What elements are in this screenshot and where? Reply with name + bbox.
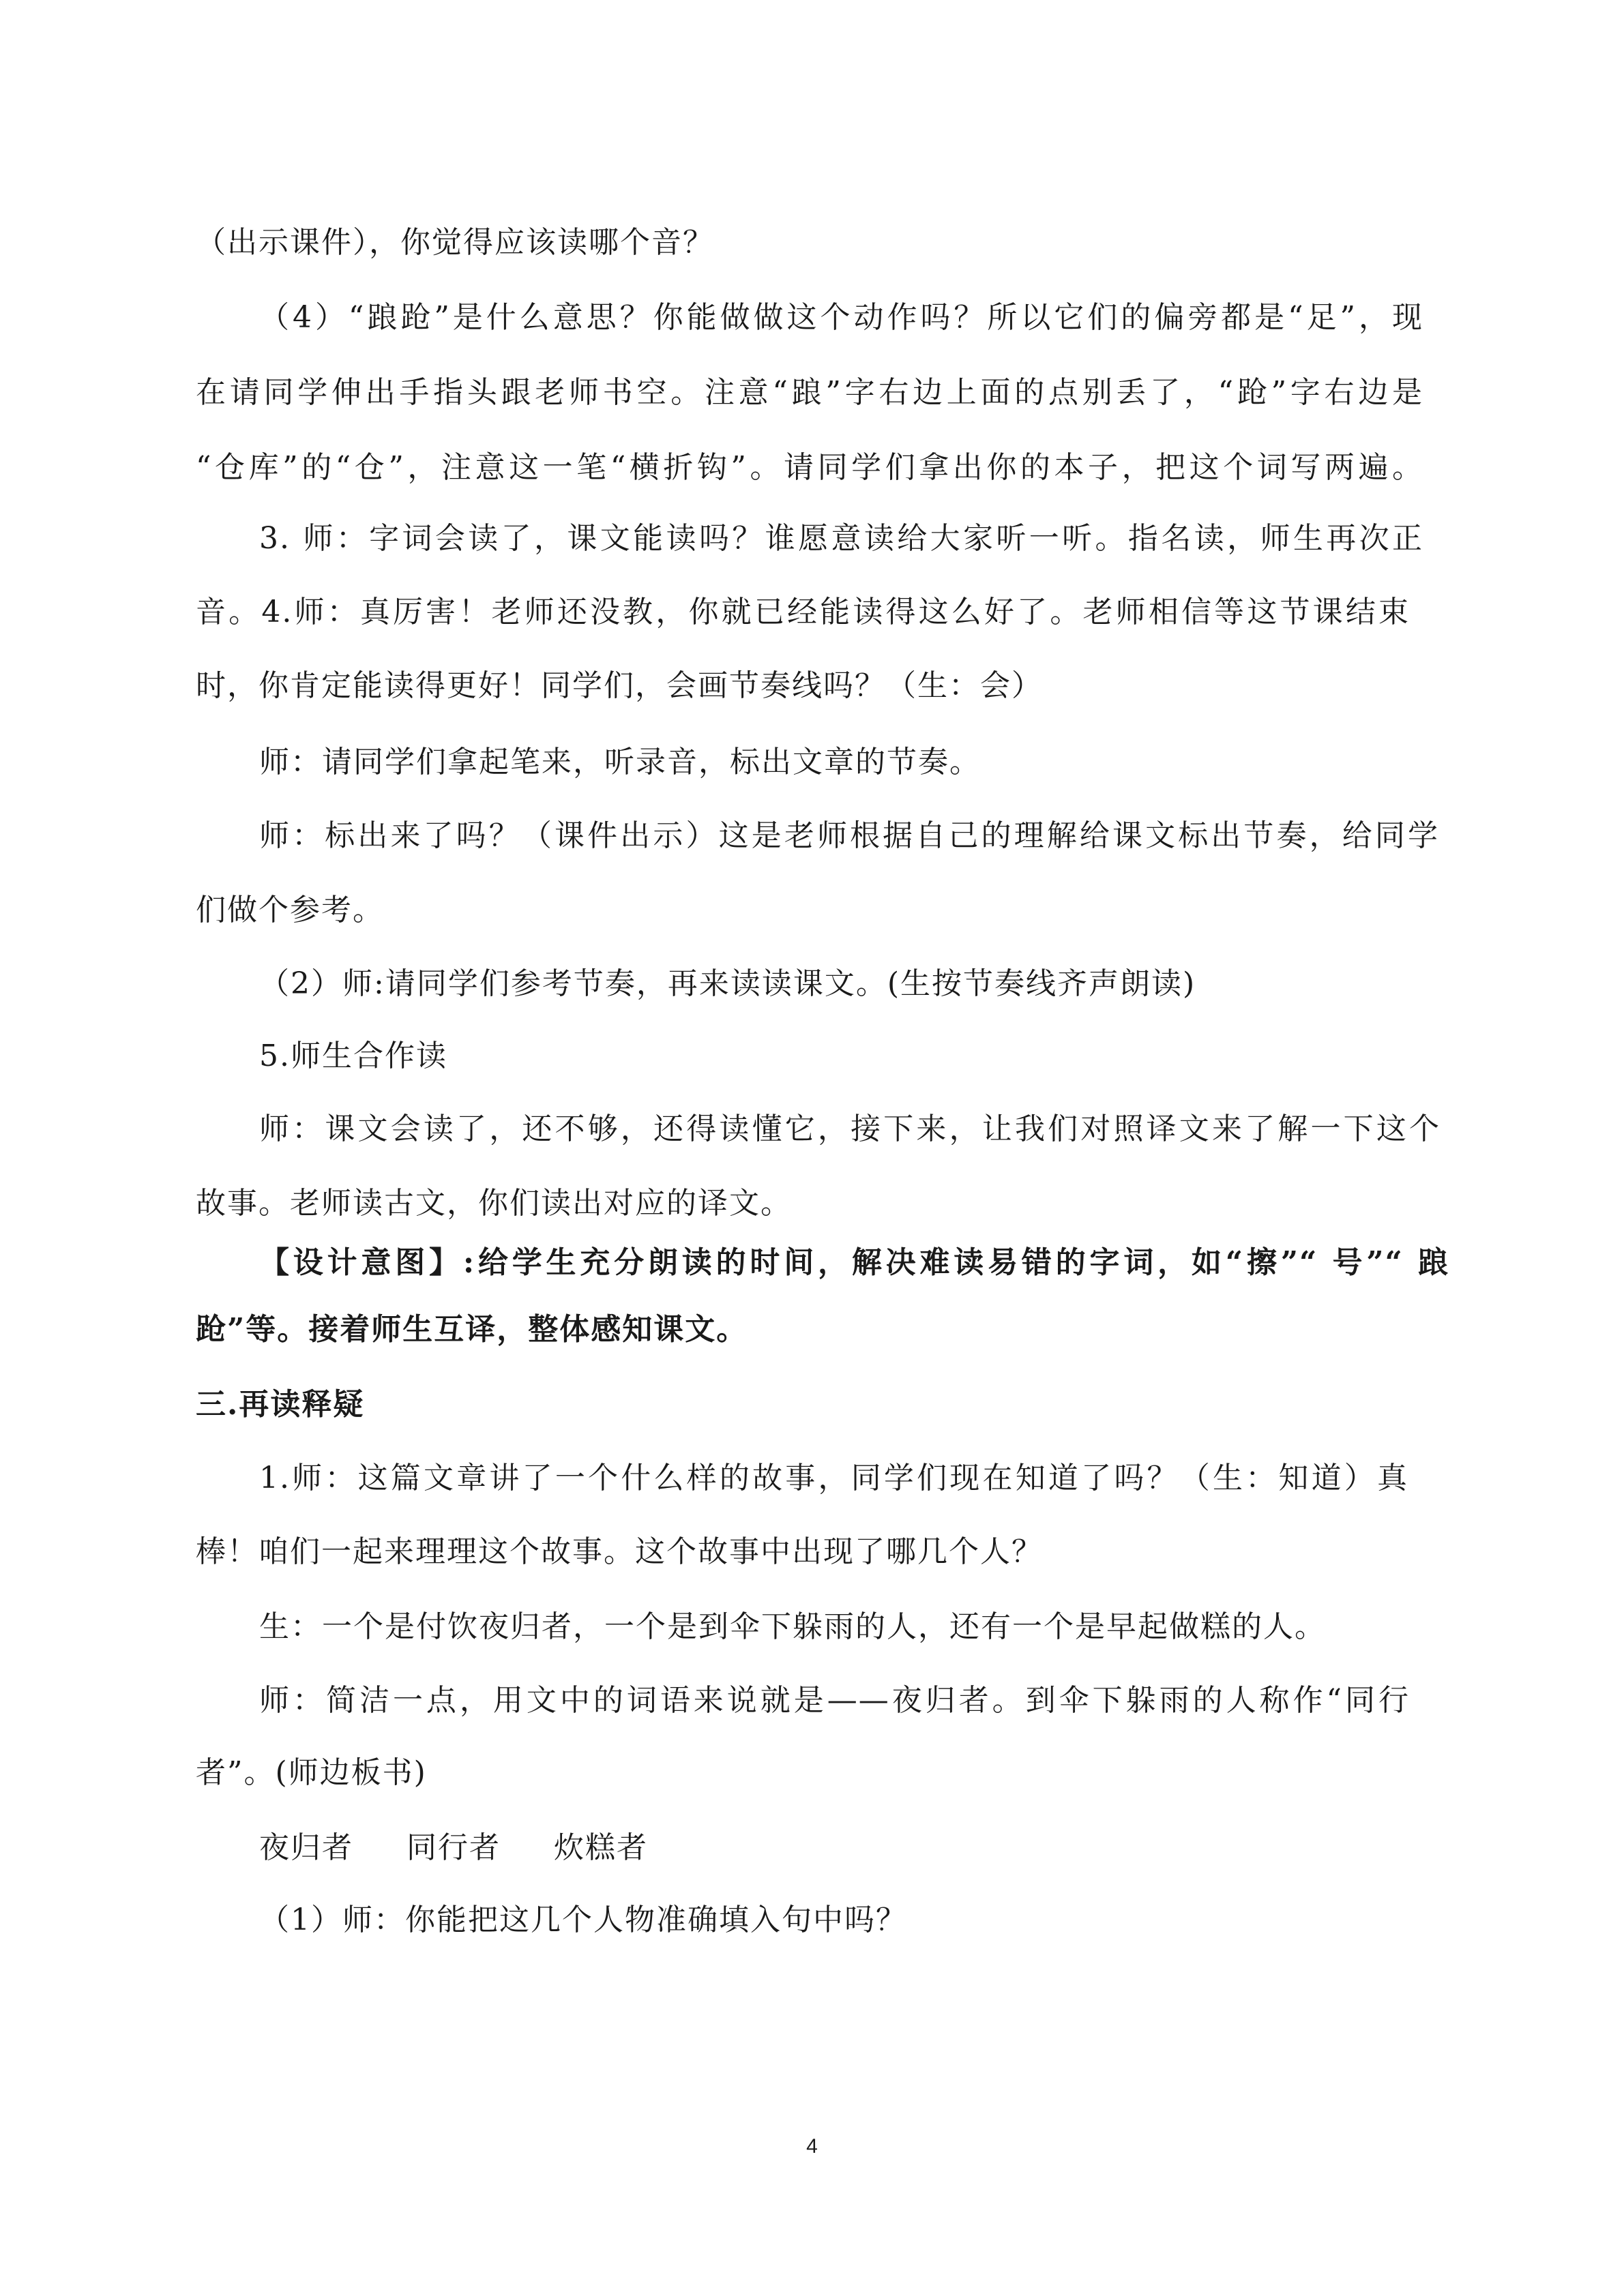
- paragraph-line: 3. 师：字词会读了，课文能读吗？谁愿意读给大家听一听。指名读，师生再次正: [259, 521, 1423, 556]
- paragraph-line: 棒！咱们一起来理理这个故事。这个故事中出现了哪几个人？: [196, 1534, 1043, 1569]
- paragraph-line: （4）“踉跄”是什么意思？你能做做这个动作吗？所以它们的偏旁都是“足”，现: [259, 300, 1423, 335]
- paragraph-line: “仓库”的“仓”，注意这一笔“横折钩”。请同学们拿出你的本子，把这个词写两遍。: [196, 450, 1423, 485]
- paragraph-line: 师：课文会读了，还不够，还得读懂它，接下来，让我们对照译文来了解一下这个: [259, 1112, 1441, 1146]
- paragraph-line: 们做个参考。: [196, 893, 384, 927]
- paragraph-line: 者”。(师边板书): [196, 1755, 427, 1790]
- section-heading: 三.再读释疑: [196, 1387, 365, 1422]
- paragraph-line: 在请同学伸出手指头跟老师书空。注意“踉”字右边上面的点别丢了，“跄”字右边是: [196, 375, 1423, 410]
- paragraph-line: 5.师生合作读: [259, 1039, 447, 1073]
- page-number: 4: [806, 2135, 818, 2158]
- paragraph-line: （2）师:请同学们参考节奏，再来读读课文。(生按节奏线齐声朗读): [259, 966, 1196, 1001]
- paragraph-line: 故事。老师读古文，你们读出对应的译文。: [196, 1186, 792, 1221]
- design-intent-line: 跄”等。接着师生互译，整体感知课文。: [196, 1312, 748, 1347]
- paragraph-line: 生：一个是付饮夜归者，一个是到伞下躲雨的人，还有一个是早起做糕的人。: [259, 1609, 1326, 1644]
- role-item: 同行者: [407, 1830, 501, 1865]
- paragraph-line: 1.师：这篇文章讲了一个什么样的故事，同学们现在知道了吗？（生：知道）真: [259, 1461, 1408, 1495]
- paragraph-line: （出示课件），你觉得应该读哪个音？: [196, 225, 714, 260]
- role-item: 炊糕者: [554, 1830, 648, 1865]
- role-item: 夜归者: [259, 1830, 353, 1865]
- paragraph-line: 时，你肯定能读得更好！同学们，会画节奏线吗？（生：会）: [196, 668, 1043, 703]
- paragraph-line: 师：请同学们拿起笔来，听录音，标出文章的节奏。: [259, 745, 981, 779]
- design-intent-line: 【设计意图】:给学生充分朗读的时间，解决难读易错的字词，如“擦”“ 号”“ 踉: [259, 1245, 1449, 1280]
- paragraph-line: （1）师：你能把这几个人物准确填入句中吗？: [259, 1903, 907, 1937]
- role-list: [259, 1828, 701, 1868]
- paragraph-line: 师：标出来了吗？（课件出示）这是老师根据自己的理解给课文标出节奏，给同学: [259, 818, 1439, 853]
- paragraph-line: 师：简洁一点，用文中的词语来说就是——夜归者。到伞下躲雨的人称作“同行: [259, 1683, 1410, 1718]
- paragraph-line: 音。4.师：真厉害！老师还没教，你就已经能读得这么好了。老师相信等这节课结束: [196, 595, 1410, 629]
